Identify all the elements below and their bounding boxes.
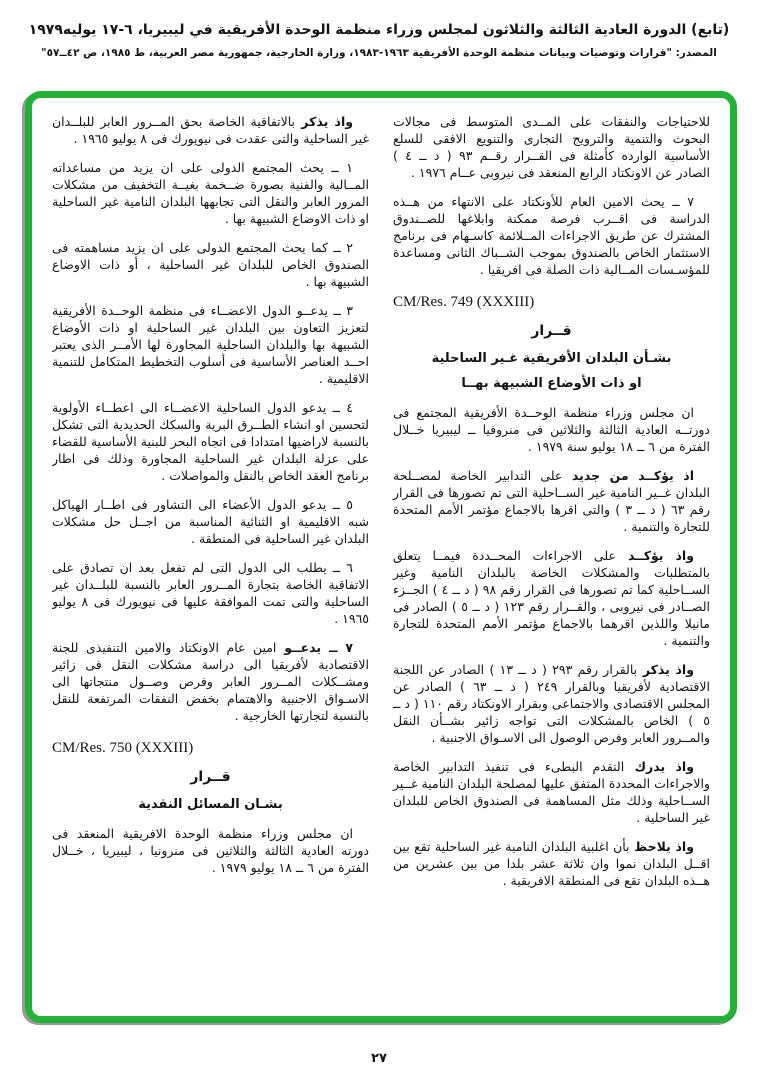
paragraph-lead: اذ يؤكــد من جديد (562, 468, 694, 483)
paragraph (393, 404, 710, 455)
paragraph (393, 758, 710, 826)
paragraph-body: امين عام الاونكتاد والامين التنفيذى للجنة الاقتصادية لأفريقيا الى دراسة مشكلات النقل فى زائير ومشــكلات المــرور العابر وفرص وصــول منتجاتها الى الاسـواق الاجنبية والاهتمام بخفض النفقات المرتفعة للنقل بالنسبة لتجارتها الخارجية . (52, 640, 369, 723)
paragraph-body: ٣ ــ يدعــو الدول الاعضــاء فى منظمة الوحــدة الأفريقية لتعزيز التعاون بين البلدان غير الساحلية او ذات الأوضاع الشبيهة بها والبلدان الساحلية المجاورة لها الأمــر الذى يعتبر احــد العناصر الأساسية فى أسلوب التخطيط المتكامل للتنمية الاقليمية . (52, 303, 369, 386)
paragraph-body: ٦ ــ يطلب الى الدول التى لم تفعل بعد ان تصادق على الاتفاقية الخاصة بتجارة المــرور العابر بالنسبة للبلــدان غير الساحلية والتى تمت الموافقة عليها فى نيويورك فى ٨ يوليو ١٩٦٥ . (52, 560, 369, 626)
paragraph-body: ٤ ــ يدعو الدول الساحلية الاعضــاء الى اعطــاء الأولوية لتحسين او انشاء الطــرق البرية والسكك الحديدية التى تشكل بالنسبة لاراضيها امتدادا فى اتجاه البحر للبنية الأساسية للقضاء على عزلة البلدان غير الساحلية المجاورة وذلك فى اطار برنامج العقد الخاص بالنقل والمواصلات . (52, 400, 369, 483)
paragraph-body: بالاتفاقية الخاصة بحق المــرور العابر للبلــدان غير الساحلية والتى عقدت فى نيويورك فى ٨ يوليو ١٩٦٥ . (52, 114, 369, 146)
paragraph (393, 467, 710, 535)
paragraph (393, 193, 710, 278)
paragraph (52, 559, 369, 627)
paragraph (52, 159, 369, 227)
paragraph (52, 496, 369, 547)
paragraph-body: ٥ ــ يدعو الدول الأعضاء الى التشاور فى اطــار الهياكل شبه الاقليمية او الثنائية المناسبة من اجــل حل مشكلات البلدان غير الساحلية فى المنطقة . (52, 497, 369, 546)
green-frame (25, 91, 737, 1023)
session-title: (تابع) الدورة العادية الثالثة والثلاثون لمجلس وزراء منظمة الوحدة الأفريقية في ليبيريا، ٦-١٧ يوليه١٩٧٩ (28, 22, 730, 38)
paragraph-body: ٢ ــ كما يحث المجتمع الدولى على ان يزيد مساهمته فى الصندوق الخاص للبلدان غير الساحلية ، أو ذات الاوضاع الشبيهة بها . (52, 240, 369, 289)
page-header (0, 22, 758, 59)
paragraph-lead: واذ يذكر (295, 114, 354, 129)
paragraph (52, 113, 369, 147)
column-right (393, 113, 710, 1008)
paragraph-body: ان مجلس وزراء منظمة الوحــدة الأفريقية المجتمع فى دورتــه العادية الثالثة والثلاثين فى منروفيا ــ ليبيريا خــلال الفترة من ٦ ــ ١٨ يوليو سنة ١٩٧٩ . (393, 405, 710, 454)
source-citation: المصدر: "قرارات وتوصيات وبيانات منظمة الوحدة الأفريقية ١٩٦٣-١٩٨٣، وزارة الخارجية، جمهورية مصر العربية، ط ١٩٨٥، ص ٤٢ــ٥٧" (41, 47, 717, 59)
paragraph (393, 547, 710, 649)
paragraph (52, 825, 369, 876)
page-number: ٢٧ (371, 1051, 387, 1066)
paragraph-body: على الاجراءات المحــددة فيمــا يتعلق بالمتطلبات والمشكلات الخاصة بالبلدان النامية وغير الســاحلية كما تم تصورها فى القرار رقم ٩٨ ( د ــ ٤ ) الجــزء الصــادر فى نيروبى ، والقــرار رقم ١٢٣ ( د ــ ٥ ) الصادر فى مانيلا واللذين اقرهما بالاجماع مؤتمر الأمم المتحدة للتجارة والتنمية . (393, 548, 710, 648)
paragraph (393, 113, 710, 181)
paragraph (52, 239, 369, 290)
paragraph (393, 661, 710, 746)
paragraph (52, 302, 369, 387)
decree-subtitle: بشـأن البلدان الأفريقية غـير الساحلية (431, 351, 672, 366)
paragraph (52, 639, 369, 724)
decree-title: قــرار (190, 769, 231, 785)
paragraph-body: بأن اغلبية البلدان النامية غير الساحلية تقع بين اقــل البلدان نموا وان ثلاثة عشر بلدا من بين عشرين من هــذه البلدان تقع فى المنطقة الافريقية . (393, 839, 710, 888)
paragraph (393, 838, 710, 889)
decree-subtitle: بشـان المسائل النقدية (138, 797, 283, 812)
paragraph-lead: ٧ ــ يدعــو (276, 640, 353, 655)
resolution-code: CM/Res. 750 (XXXIII) (52, 740, 194, 756)
decree-subtitle: او ذات الأوضاع الشبيهة بهــا (461, 376, 642, 391)
paragraph-body: على التدابير الخاصة لمصــلحة البلدان غــير النامية غير الســاحلية التى تم تصورها فى القرار رقم ٦٣ ( د ــ ٣ ) والتى اقرها بالاجماع مؤتمر الأمم المتحدة للتجارة والتنمية . (393, 468, 710, 534)
paragraph-body: التقدم البطىء فى تنفيذ التدابير الخاصة والاجراءات المحددة المتفق عليها لمصلحة البلدان النامية غــير الســاحلية وذلك مثل المساهمة فى الصندوق الخاص للبلدان غير الساحلية . (393, 759, 710, 825)
paragraph (52, 399, 369, 484)
paragraph-lead: واذ يدرك (624, 759, 694, 774)
paragraph-lead: واذ يذكر (637, 662, 694, 677)
column-left (52, 113, 369, 1008)
paragraph-body: للاحتياجات والنفقات على المــدى المتوسط فى مجالات البحوث والتنمية والترويج التجارى والتنويع الافقى للسلع الأساسية الوارده كأمثلة فى القــرار رقــم ٩٣ ( د ــ ٤ ) الصادر عن الاونكتاد الرابع المنعقد فى نيروبى عــام ١٩٧٦ . (393, 114, 710, 180)
decree-title: قــرار (531, 323, 572, 339)
resolution-code: CM/Res. 749 (XXXIII) (393, 294, 535, 310)
paragraph-body: ١ ــ يحث المجتمع الدولى على ان يزيد من مساعداته المــالية والفنية بصورة ضــخمة بغيــة التخفيف من مشكلات المرور العابر والنقل التى تجابهها البلدان النامية غير الساحلية او ذات الاوضاع الشبيهة بها . (52, 160, 369, 226)
paragraph-lead: واذ يؤكــد (615, 548, 694, 563)
paragraph-body: ان مجلس وزراء منظمة الوحدة الافريقية المنعقد فى دورته العادية الثالثة والثلاثين فى منرونيا ، ليبيريا ، خــلال الفترة من ٦ ــ ١٨ يوليو ١٩٧٩ . (52, 826, 369, 875)
paragraph-lead: واذ يلاحظ (629, 839, 694, 854)
paragraph-body: بالقرار رقم ٢٩٣ ( د ــ ١٣ ) الصادر عن اللجنة الاقتصادية لأفريقيا وبالقرار ٢٤٩ ( د ــ ٦٣ ) الصادر عن المجلس الاقتصادى والاجتماعى وبقرار الاونكتاد رقم ١١٠ ( د ــ ٥ ) الخاص بالمشكلات التى تواجه زائير بشــأن النقل والمــرور العابر وفرص الوصول الى الاسـواق الاجنبية . (393, 662, 710, 745)
paragraph-body: ٧ ــ يحث الامين العام للأونكتاد على الانتهاء من هــذه الدراسة فى اقــرب فرصة ممكنة وابلاغها للصــندوق المشترك عن طريق الاجراءات المــلائمة كاسـهام فى برنامج الاستثمار الخاص بالصندوق بموجب الشــباك الثانى ومساعدة للمؤسـسات المــالية ذات الصلة فى افريقيا . (393, 194, 710, 277)
two-column-text (52, 113, 710, 1008)
